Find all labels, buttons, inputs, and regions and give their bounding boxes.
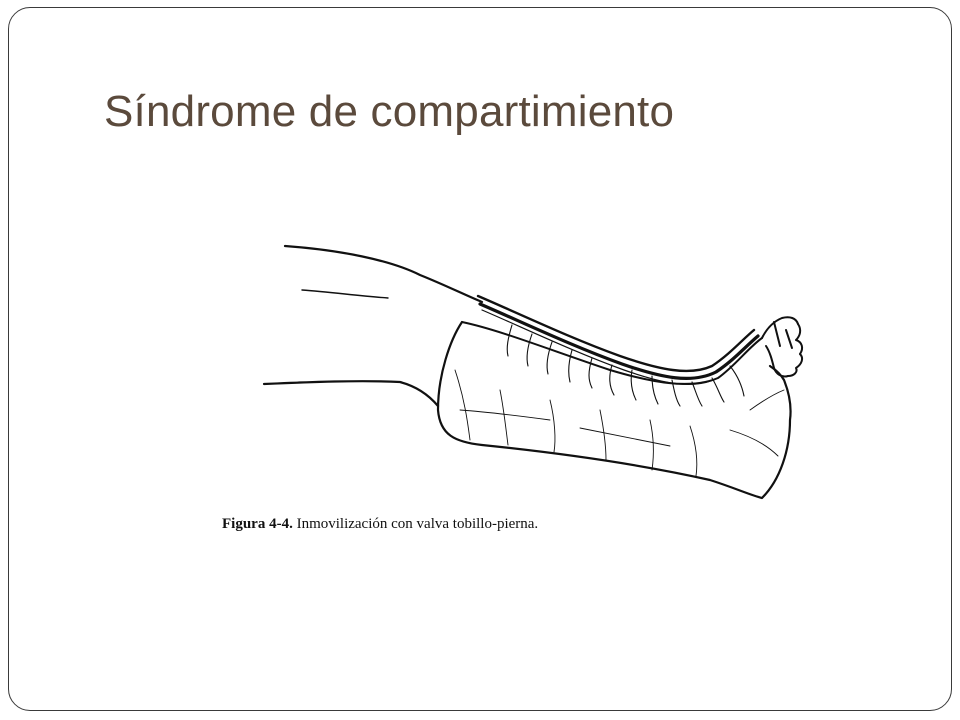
splint-strip-outer — [478, 296, 754, 371]
cast-body-outline — [438, 322, 791, 498]
figure-caption — [222, 516, 538, 533]
thigh-lower-outline — [264, 381, 438, 406]
thigh-upper-outline — [285, 246, 482, 302]
thigh-crease-line — [302, 290, 388, 298]
toes-outline — [762, 317, 802, 376]
leg-splint-illustration — [250, 230, 830, 510]
slide-title: Síndrome de compartimiento — [104, 87, 675, 136]
figure-caption-label: Figura 4-4. — [222, 516, 293, 532]
cast-surface-lines — [455, 370, 784, 476]
figure-caption-text: Inmovilización con valva tobillo-pierna. — [292, 516, 539, 532]
